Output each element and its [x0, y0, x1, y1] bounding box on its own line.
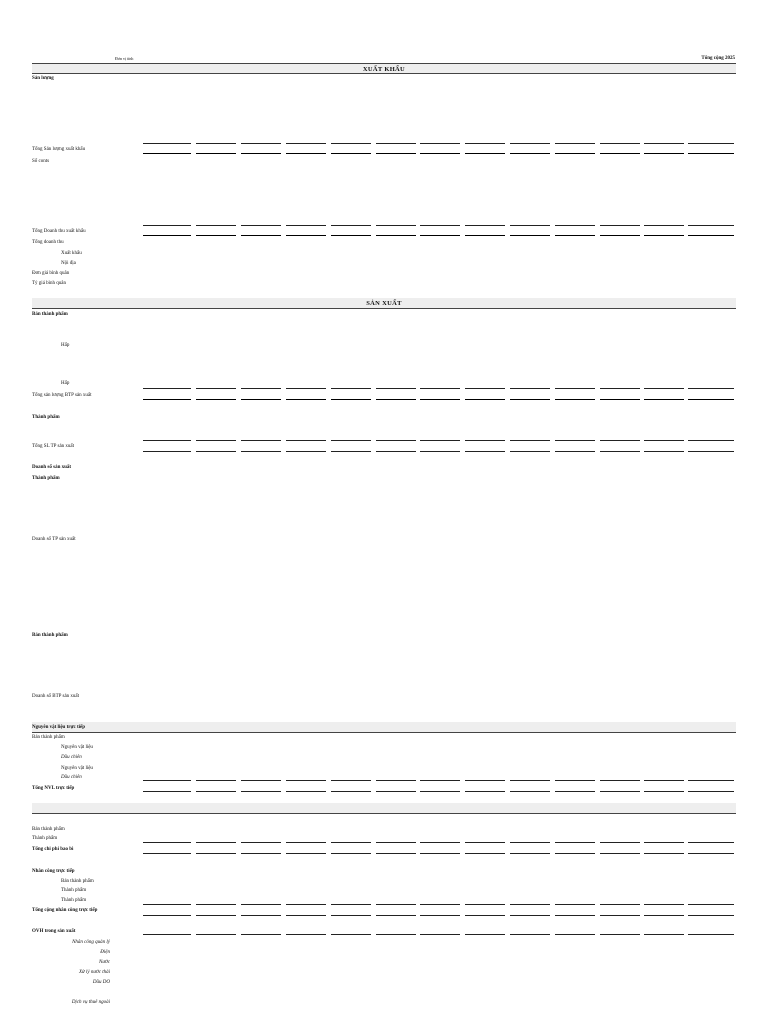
- column-underline: [688, 143, 734, 144]
- column-underline: [600, 842, 640, 843]
- column-underline: [688, 915, 734, 916]
- label-thanh-pham-2: Thành phẩm: [32, 476, 60, 481]
- column-underline: [600, 791, 640, 792]
- column-underline: [555, 451, 595, 452]
- column-underline: [420, 791, 460, 792]
- column-underline: [143, 143, 191, 144]
- column-underline: [376, 451, 416, 452]
- column-underline: [196, 143, 236, 144]
- label-tong-san-luong-xk: Tổng Sản lượng xuất khẩu: [32, 147, 86, 152]
- column-underline: [510, 853, 550, 854]
- column-underline: [600, 780, 640, 781]
- column-underline: [331, 153, 371, 154]
- nvl-section-header: [32, 722, 736, 733]
- column-underline: [510, 934, 550, 935]
- label-ovh-nuoc: Nước: [99, 960, 110, 965]
- production-section-title: SẢN XUẤT: [366, 300, 402, 307]
- label-noi-dia: Nội địa: [61, 261, 76, 266]
- column-underline: [196, 915, 236, 916]
- column-underline: [420, 225, 460, 226]
- column-underline: [420, 399, 460, 400]
- column-underline: [331, 934, 371, 935]
- column-underline: [510, 143, 550, 144]
- column-underline: [555, 399, 595, 400]
- column-underline: [196, 904, 236, 905]
- column-underline: [376, 780, 416, 781]
- column-underline: [420, 143, 460, 144]
- column-underline: [331, 842, 371, 843]
- production-section-header: [32, 298, 736, 309]
- column-underline: [196, 934, 236, 935]
- label-doanh-so-tp: Doanh số TP sản xuất: [32, 537, 76, 542]
- column-underline: [241, 842, 281, 843]
- column-underline: [420, 915, 460, 916]
- column-underline: [644, 915, 684, 916]
- label-ovh-xu-ly-nuoc-thai: Xử lý nước thải: [78, 970, 110, 975]
- column-underline: [600, 440, 640, 441]
- column-underline: [143, 388, 191, 389]
- column-underline: [241, 934, 281, 935]
- column-underline: [420, 904, 460, 905]
- column-underline: [510, 904, 550, 905]
- label-nvl-2: Nguyên vật liệu: [61, 766, 93, 771]
- column-underline: [286, 235, 326, 236]
- column-underline: [465, 934, 505, 935]
- column-underline: [555, 853, 595, 854]
- column-underline: [420, 780, 460, 781]
- column-underline: [688, 904, 734, 905]
- column-underline: [331, 440, 371, 441]
- column-underline: [465, 853, 505, 854]
- label-bb-ban-thanh-pham: Bán thành phẩm: [32, 827, 65, 832]
- column-underline: [241, 143, 281, 144]
- column-underline: [331, 143, 371, 144]
- column-underline: [555, 143, 595, 144]
- column-underline: [420, 388, 460, 389]
- column-underline: [465, 842, 505, 843]
- column-underline: [688, 780, 734, 781]
- column-underline: [465, 388, 505, 389]
- label-tong-nvl: Tổng NVL trực tiếp: [32, 786, 75, 791]
- column-underline: [420, 235, 460, 236]
- column-underline: [555, 235, 595, 236]
- column-underline: [376, 143, 416, 144]
- column-underline: [644, 143, 684, 144]
- column-underline: [555, 780, 595, 781]
- column-underline: [241, 399, 281, 400]
- column-underline: [420, 934, 460, 935]
- column-underline: [510, 842, 550, 843]
- column-underline: [241, 853, 281, 854]
- column-underline: [286, 780, 326, 781]
- column-underline: [644, 440, 684, 441]
- column-underline: [644, 780, 684, 781]
- column-underline: [465, 143, 505, 144]
- column-underline: [555, 388, 595, 389]
- column-underline: [688, 153, 734, 154]
- column-underline: [510, 451, 550, 452]
- column-underline: [331, 780, 371, 781]
- column-underline: [143, 934, 191, 935]
- label-nhan-cong: Nhân công trực tiếp: [32, 869, 75, 874]
- column-underline: [241, 451, 281, 452]
- column-underline: [465, 791, 505, 792]
- column-underline: [376, 153, 416, 154]
- column-underline: [376, 842, 416, 843]
- column-underline: [465, 440, 505, 441]
- column-underline: [241, 440, 281, 441]
- column-underline: [143, 904, 191, 905]
- column-underline: [143, 153, 191, 154]
- column-underline: [286, 225, 326, 226]
- column-underline: [196, 842, 236, 843]
- column-underline: [331, 399, 371, 400]
- label-ovh-dien: Điện: [100, 950, 110, 955]
- column-underline: [688, 225, 734, 226]
- column-underline: [688, 388, 734, 389]
- column-underline: [510, 440, 550, 441]
- column-underline: [331, 388, 371, 389]
- column-underline: [465, 399, 505, 400]
- packaging-section-header: [32, 803, 736, 814]
- label-ovh-nhan-cong-quan-ly: Nhân công quản lý: [72, 940, 110, 945]
- column-underline: [286, 791, 326, 792]
- column-underline: [465, 904, 505, 905]
- label-ban-thanh-pham: Bán thành phẩm: [32, 312, 68, 317]
- column-underline: [241, 235, 281, 236]
- column-underline: [286, 399, 326, 400]
- column-underline: [196, 399, 236, 400]
- column-underline: [644, 934, 684, 935]
- column-underline: [196, 780, 236, 781]
- column-underline: [420, 853, 460, 854]
- column-underline: [196, 451, 236, 452]
- column-underline: [143, 853, 191, 854]
- label-bb-thanh-pham: Thành phẩm: [32, 836, 58, 841]
- column-underline: [196, 791, 236, 792]
- column-underline: [331, 853, 371, 854]
- label-tong-btp: Tổng sản lượng BTP sản xuất: [32, 393, 92, 398]
- label-ban-thanh-pham-2: Bán thành phẩm: [32, 633, 68, 638]
- column-underline: [688, 399, 734, 400]
- column-underline: [644, 153, 684, 154]
- column-underline: [331, 225, 371, 226]
- label-nc-ban-thanh-pham: Bán thành phẩm: [61, 879, 94, 884]
- column-underline: [376, 791, 416, 792]
- label-ovh-dau-do: Dầu DO: [92, 980, 110, 985]
- column-underline: [331, 451, 371, 452]
- column-underline: [241, 904, 281, 905]
- label-nvl-1: Nguyên vật liệu: [61, 745, 93, 750]
- column-underline: [555, 225, 595, 226]
- column-underline: [376, 399, 416, 400]
- column-underline: [143, 842, 191, 843]
- column-underline: [376, 225, 416, 226]
- column-underline: [241, 153, 281, 154]
- column-underline: [331, 791, 371, 792]
- column-underline: [143, 225, 191, 226]
- column-underline: [600, 904, 640, 905]
- column-underline: [688, 853, 734, 854]
- column-underline: [644, 791, 684, 792]
- column-underline: [420, 153, 460, 154]
- column-underline: [376, 934, 416, 935]
- column-underline: [196, 235, 236, 236]
- label-tong-bao-bi: Tổng chi phí bao bì: [32, 847, 74, 852]
- column-underline: [510, 915, 550, 916]
- column-underline: [143, 791, 191, 792]
- column-underline: [196, 853, 236, 854]
- column-underline: [555, 904, 595, 905]
- column-underline: [644, 399, 684, 400]
- column-underline: [196, 225, 236, 226]
- label-tong-nhan-cong: Tổng cộng nhân công trực tiếp: [32, 908, 98, 913]
- column-underline: [331, 235, 371, 236]
- column-underline: [644, 904, 684, 905]
- column-underline: [286, 904, 326, 905]
- column-underline: [286, 143, 326, 144]
- column-underline: [600, 225, 640, 226]
- column-underline: [196, 153, 236, 154]
- column-underline: [688, 934, 734, 935]
- column-underline: [331, 915, 371, 916]
- column-underline: [688, 842, 734, 843]
- label-dau-chien-2: Dầu chiên: [61, 775, 82, 780]
- column-underline: [196, 440, 236, 441]
- column-underline: [510, 399, 550, 400]
- column-underline: [600, 451, 640, 452]
- label-nvl-ban-thanh-pham: Bán thành phẩm: [32, 735, 65, 740]
- column-underline: [286, 853, 326, 854]
- label-tong-doanh-thu: Tổng doanh thu: [32, 240, 64, 245]
- label-nc-thanh-pham-2: Thành phẩm: [61, 898, 87, 903]
- column-underline: [555, 842, 595, 843]
- column-underline: [286, 451, 326, 452]
- column-underline: [376, 388, 416, 389]
- column-underline: [555, 791, 595, 792]
- column-underline: [286, 153, 326, 154]
- column-underline: [644, 235, 684, 236]
- column-underline: [644, 225, 684, 226]
- column-underline: [510, 225, 550, 226]
- column-underline: [286, 915, 326, 916]
- column-underline: [420, 440, 460, 441]
- unit-label: Đơn vị tính: [115, 56, 134, 61]
- column-underline: [644, 388, 684, 389]
- column-underline: [241, 915, 281, 916]
- label-doanh-so-btp: Doanh số BTP sản xuất: [32, 694, 80, 699]
- column-underline: [600, 143, 640, 144]
- column-underline: [465, 235, 505, 236]
- label-tong-doanh-thu-xk: Tổng Doanh thu xuất khẩu: [32, 229, 86, 234]
- column-underline: [241, 791, 281, 792]
- column-underline: [555, 915, 595, 916]
- column-underline: [196, 388, 236, 389]
- column-underline: [600, 915, 640, 916]
- column-underline: [555, 153, 595, 154]
- label-ovh-dich-vu-thue-ngoai: Dịch vụ thuê ngoài: [71, 1000, 110, 1005]
- label-ovh: OVH trong sản xuất: [32, 929, 76, 934]
- column-underline: [143, 440, 191, 441]
- label-hap-2: Hấp: [61, 381, 70, 386]
- column-underline: [688, 451, 734, 452]
- label-don-gia: Đơn giá bình quân: [32, 271, 70, 276]
- column-underline: [143, 399, 191, 400]
- label-san-luong: Sản lượng: [32, 76, 54, 81]
- export-section-header: [32, 63, 736, 74]
- column-underline: [465, 915, 505, 916]
- column-underline: [644, 853, 684, 854]
- label-xuat-khau: Xuất khẩu: [61, 251, 82, 256]
- column-underline: [600, 388, 640, 389]
- label-doanh-so-sx: Doanh số sản xuất: [32, 465, 72, 470]
- column-underline: [376, 440, 416, 441]
- total-column-header: Tổng cộng 2025: [701, 56, 735, 61]
- nvl-section-title: Nguyên vật liệu trực tiếp: [32, 724, 85, 730]
- label-so-cont: Số conts: [32, 159, 50, 164]
- column-underline: [286, 842, 326, 843]
- column-underline: [376, 853, 416, 854]
- column-underline: [376, 915, 416, 916]
- column-underline: [644, 842, 684, 843]
- column-underline: [143, 235, 191, 236]
- column-underline: [510, 780, 550, 781]
- column-underline: [600, 153, 640, 154]
- column-underline: [241, 225, 281, 226]
- column-underline: [143, 451, 191, 452]
- column-underline: [510, 235, 550, 236]
- column-underline: [376, 904, 416, 905]
- column-underline: [286, 440, 326, 441]
- column-underline: [644, 451, 684, 452]
- column-underline: [510, 388, 550, 389]
- column-underline: [555, 440, 595, 441]
- column-underline: [600, 235, 640, 236]
- column-underline: [241, 780, 281, 781]
- column-underline: [600, 399, 640, 400]
- label-hap-1: Hấp: [61, 343, 70, 348]
- column-underline: [510, 791, 550, 792]
- column-underline: [465, 153, 505, 154]
- column-underline: [420, 842, 460, 843]
- label-dau-chien-1: Dầu chiên: [61, 755, 82, 760]
- column-underline: [688, 440, 734, 441]
- column-underline: [555, 934, 595, 935]
- label-nc-thanh-pham-1: Thành phẩm: [61, 888, 87, 893]
- column-underline: [688, 235, 734, 236]
- column-underline: [688, 791, 734, 792]
- column-underline: [420, 451, 460, 452]
- column-underline: [286, 934, 326, 935]
- column-underline: [465, 451, 505, 452]
- column-underline: [286, 388, 326, 389]
- column-underline: [600, 934, 640, 935]
- column-underline: [600, 853, 640, 854]
- export-section-title: XUẤT KHẨU: [362, 65, 406, 73]
- label-tong-tp: Tổng SL TP sản xuất: [32, 444, 75, 449]
- column-underline: [376, 235, 416, 236]
- label-ty-gia: Tỷ giá bình quân: [32, 281, 67, 286]
- column-underline: [510, 153, 550, 154]
- column-underline: [465, 780, 505, 781]
- column-underline: [331, 904, 371, 905]
- column-underline: [241, 388, 281, 389]
- column-underline: [465, 225, 505, 226]
- column-underline: [143, 915, 191, 916]
- label-thanh-pham: Thành phẩm: [32, 415, 60, 420]
- column-underline: [143, 780, 191, 781]
